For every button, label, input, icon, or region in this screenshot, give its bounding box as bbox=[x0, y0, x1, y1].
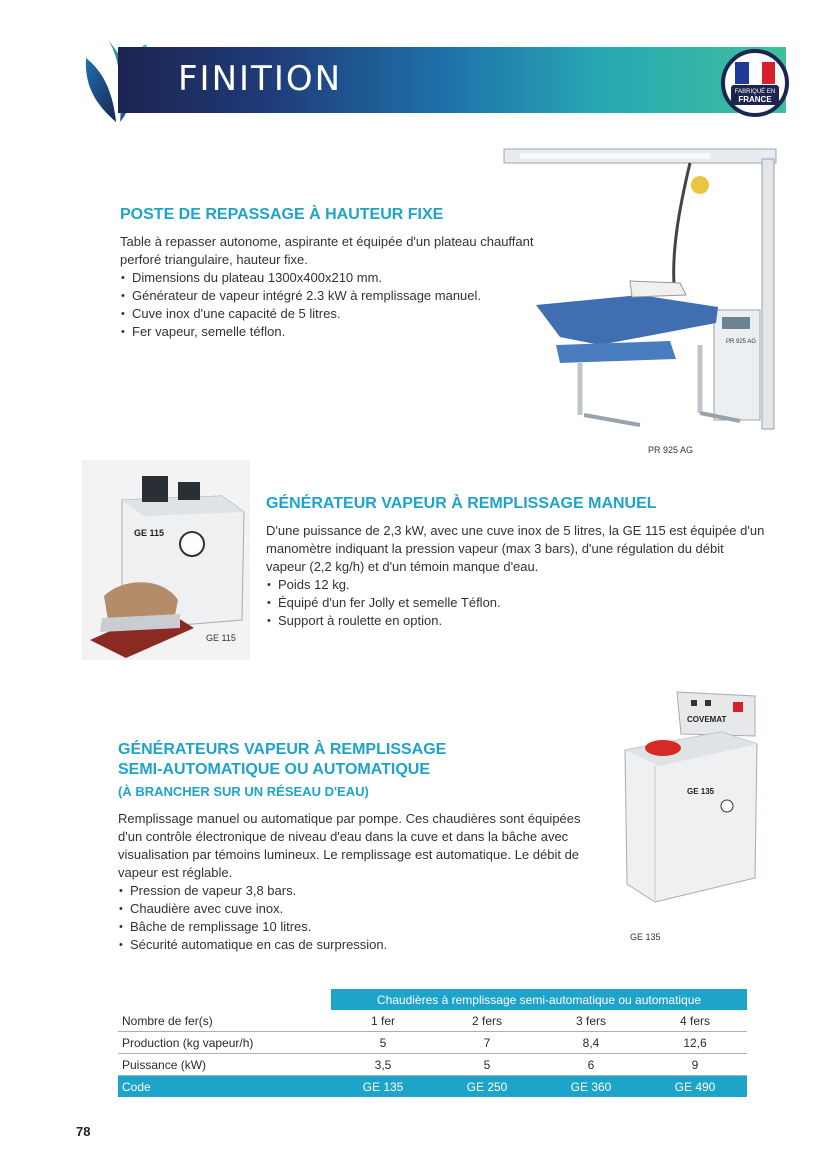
list-item: • Bâche de remplissage 10 litres. bbox=[118, 918, 598, 936]
list-item: • Équipé d'un fer Jolly et semelle Téflon. bbox=[266, 594, 766, 612]
list-item: • Chaudière avec cuve inox. bbox=[118, 900, 598, 918]
section3-intro: Remplissage manuel ou automatique par pompe. Ces chaudières sont équipées d'un contrôle électronique de niveau d'eau dans la cuve et dans la bâche avec visualisation par témoins lumineux. Le remplissage est automatique. Le débit de vapeur est réglable. bbox=[118, 811, 581, 880]
table-cell: 3 fers bbox=[539, 1010, 643, 1032]
section3-title bbox=[118, 740, 446, 780]
ge115-photo-label: GE 115 bbox=[134, 528, 165, 538]
table-cell: 12,6 bbox=[643, 1032, 747, 1054]
photo-caption-3: GE 135 bbox=[630, 932, 661, 942]
list-item: • Dimensions du plateau 1300x400x210 mm. bbox=[120, 269, 545, 287]
table-cell: GE 135 bbox=[331, 1076, 435, 1098]
list-item: • Sécurité automatique en cas de surpression. bbox=[118, 936, 598, 954]
table-header: Chaudières à remplissage semi-automatique ou automatique bbox=[331, 989, 747, 1010]
section2-title: GÉNÉRATEUR VAPEUR À REMPLISSAGE MANUEL bbox=[266, 495, 657, 512]
page-title: FINITION bbox=[178, 59, 343, 99]
section1-body bbox=[120, 233, 545, 341]
photo-caption-1: PR 925 AG bbox=[648, 445, 694, 455]
list-item: • Pression de vapeur 3,8 bars. bbox=[118, 882, 598, 900]
table-cell: 5 bbox=[435, 1054, 539, 1076]
row-label: Code bbox=[118, 1076, 331, 1098]
badge-bottom-text: FRANCE bbox=[738, 95, 772, 104]
section3-title-line1: GÉNÉRATEURS VAPEUR À REMPLISSAGE bbox=[118, 741, 447, 758]
section2-body bbox=[266, 522, 766, 630]
list-item: • Poids 12 kg. bbox=[266, 576, 766, 594]
list-item: • Générateur de vapeur intégré 2.3 kW à remplissage manuel. bbox=[120, 287, 545, 305]
section1-intro: Table à repasser autonome, aspirante et équipée d'un plateau chauffant perforé triangulaire, hauteur fixe. bbox=[120, 234, 534, 267]
list-item: • Support à roulette en option. bbox=[266, 612, 766, 630]
photo-caption-2: GE 115 bbox=[206, 633, 236, 643]
table-cell: GE 490 bbox=[643, 1076, 747, 1098]
table-row bbox=[118, 1010, 747, 1032]
header-banner bbox=[118, 47, 786, 113]
section2-bullets bbox=[266, 576, 766, 630]
table-cell: GE 360 bbox=[539, 1076, 643, 1098]
section3-bullets bbox=[118, 882, 598, 954]
table-cell: 6 bbox=[539, 1054, 643, 1076]
steam-generator-ge115-photo bbox=[82, 460, 250, 660]
row-label: Nombre de fer(s) bbox=[118, 1010, 331, 1032]
table-cell: 4 fers bbox=[643, 1010, 747, 1032]
table-cell: GE 250 bbox=[435, 1076, 539, 1098]
section3-subtitle: (À BRANCHER SUR UN RÉSEAU D'EAU) bbox=[118, 784, 369, 799]
table-row bbox=[118, 1032, 747, 1054]
steam-generator-ge135-photo bbox=[615, 688, 765, 930]
table-row bbox=[118, 1054, 747, 1076]
ironing-table-model-text: PR 925 AG bbox=[726, 339, 757, 345]
table-cell: 3,5 bbox=[331, 1054, 435, 1076]
made-in-france-badge bbox=[721, 49, 789, 117]
table-cell: 7 bbox=[435, 1032, 539, 1054]
table-cell: 9 bbox=[643, 1054, 747, 1076]
table-header-row bbox=[118, 989, 747, 1010]
section3-body bbox=[118, 810, 598, 954]
table-cell: 5 bbox=[331, 1032, 435, 1054]
row-label: Production (kg vapeur/h) bbox=[118, 1032, 331, 1054]
specs-table bbox=[118, 989, 747, 1097]
table-cell: 1 fer bbox=[331, 1010, 435, 1032]
section2-intro: D'une puissance de 2,3 kW, avec une cuve inox de 5 litres, la GE 115 est équipée d'un manomètre indiquant la pression vapeur (max 3 bars), d'une régulation du débit vapeur (2,2 kg/h) et d'un témoin manque d'eau. bbox=[266, 523, 765, 574]
section1-bullets bbox=[120, 269, 545, 341]
section1-title: POSTE DE REPASSAGE À HAUTEUR FIXE bbox=[120, 206, 444, 223]
badge-top-text: FABRIQUÉ EN bbox=[734, 89, 776, 95]
row-label: Puissance (kW) bbox=[118, 1054, 331, 1076]
section3-title-line2: SEMI-AUTOMATIQUE OU AUTOMATIQUE bbox=[118, 761, 430, 778]
list-item: • Cuve inox d'une capacité de 5 litres. bbox=[120, 305, 545, 323]
table-cell: 8,4 bbox=[539, 1032, 643, 1054]
table-cell: 2 fers bbox=[435, 1010, 539, 1032]
table-header-blank bbox=[118, 989, 331, 1010]
page-number: 78 bbox=[76, 1124, 91, 1139]
table-code-row bbox=[118, 1076, 747, 1098]
covemat-brand-text: COVEMAT bbox=[687, 715, 727, 724]
list-item: • Fer vapeur, semelle téflon. bbox=[120, 323, 545, 341]
ge135-photo-label: GE 135 bbox=[687, 787, 715, 796]
